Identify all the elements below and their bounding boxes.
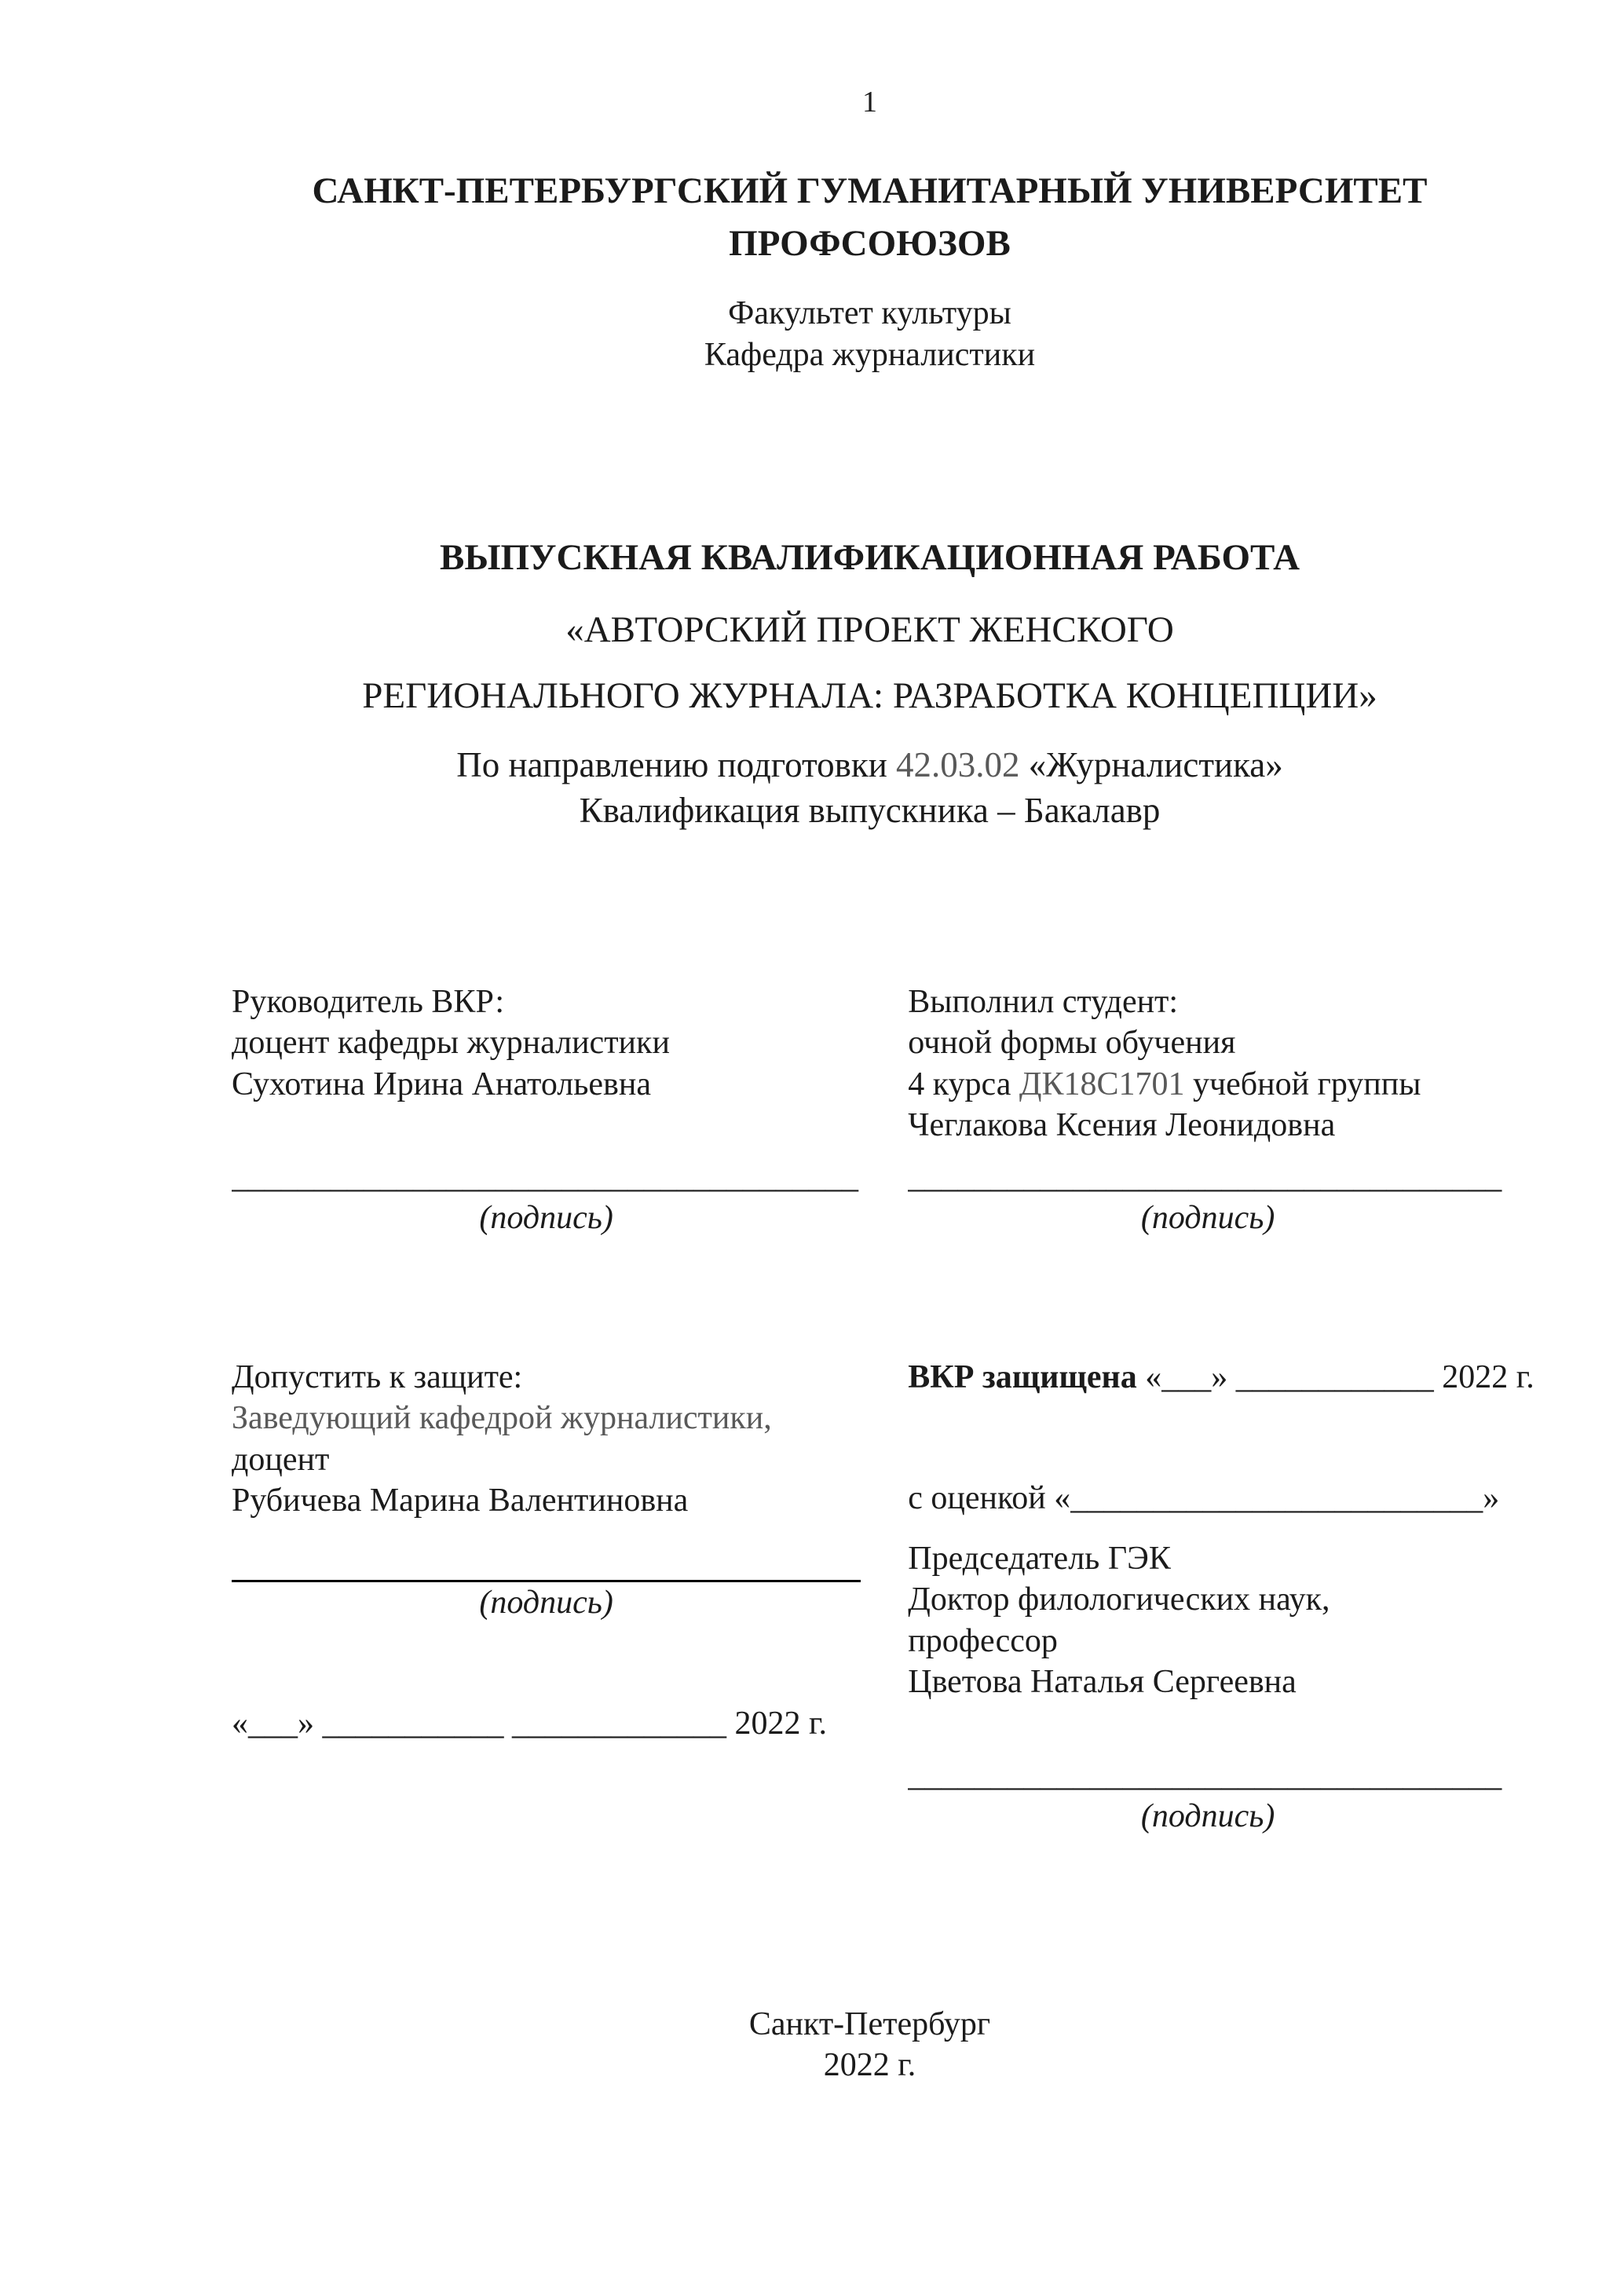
admission-signature-caption: (подпись) [479, 1584, 613, 1621]
university-name-line1: САНКТ-ПЕТЕРБУРГСКИЙ ГУМАНИТАРНЫЙ УНИВЕРСИТЕТ [312, 170, 1428, 211]
student-signature-area [908, 1157, 1508, 1239]
direction-code: 42.03.02 [896, 744, 1020, 784]
student-block [908, 982, 1508, 1239]
student-group-line [908, 1064, 1508, 1106]
signatures-row [232, 982, 1508, 1239]
supervisor-signature-line: ______________________________________ [232, 1158, 858, 1195]
thesis-title-line1: «АВТОРСКИЙ ПРОЕКТ ЖЕНСКОГО [565, 609, 1174, 651]
chair-title: Председатель ГЭК [908, 1540, 1171, 1577]
admission-block [232, 1357, 908, 1837]
student-group-prefix: 4 курса [908, 1066, 1019, 1102]
supervisor-block [232, 982, 908, 1239]
page-number: 1 [862, 86, 877, 119]
supervisor-role: Руководитель ВКР: [232, 983, 505, 1020]
approval-row [232, 1357, 1534, 1837]
direction-line [232, 742, 1508, 788]
grade-line: с оценкой «_________________________» [908, 1480, 1500, 1517]
supervisor-signature-area [232, 1157, 861, 1239]
university-name-line2: ПРОФСОЮЗОВ [729, 222, 1011, 264]
student-signature-line: ____________________________________ [908, 1158, 1502, 1195]
admission-date-line: «___» ___________ _____________ 2022 г. [232, 1706, 827, 1742]
qualification-line: Квалификация выпускника – Бакалавр [579, 791, 1161, 831]
student-signature-caption: (подпись) [1140, 1200, 1275, 1237]
chair-degree-line2: профессор [908, 1622, 1058, 1659]
chair-signature-caption: (подпись) [1140, 1798, 1275, 1835]
footer [232, 2004, 1508, 2086]
admission-name: Рубичева Марина Валентиновна [232, 1483, 689, 1519]
student-group-suffix: учебной группы [1184, 1066, 1421, 1102]
student-name: Чеглакова Ксения Леонидовна [908, 1107, 1336, 1144]
chair-name: Цветова Наталья Сергеевна [908, 1664, 1297, 1701]
chair-degree-line1: Доктор филологических наук, [908, 1581, 1330, 1618]
student-study-form: очной формы обучения [908, 1025, 1236, 1062]
footer-city: Санкт-Петербург [748, 2005, 991, 2042]
supervisor-signature-caption: (подпись) [479, 1200, 613, 1237]
faculty-line: Факультет культуры [728, 295, 1011, 332]
admission-position-line2: доцент [232, 1441, 330, 1478]
chair-signature-area [908, 1755, 1508, 1837]
work-type-heading: ВЫПУСКНАЯ КВАЛИФИКАЦИОННАЯ РАБОТА [439, 537, 1300, 579]
supervisor-position: доцент кафедры журналистики [232, 1025, 670, 1062]
student-role: Выполнил студент: [908, 983, 1179, 1020]
supervisor-name: Сухотина Ирина Анатольевна [232, 1066, 652, 1102]
defended-line [908, 1357, 1534, 1398]
admission-heading: Допустить к защите: [232, 1358, 523, 1395]
student-group-code: ДК18С1701 [1019, 1066, 1185, 1102]
department-line: Кафедра журналистики [704, 336, 1036, 373]
admission-position-line1: Заведующий кафедрой журналистики, [232, 1400, 772, 1437]
direction-prefix: По направлению подготовки [456, 744, 897, 784]
thesis-title-line2: РЕГИОНАЛЬНОГО ЖУРНАЛА: РАЗРАБОТКА КОНЦЕПЦИИ» [362, 675, 1377, 717]
direction-suffix: «Журналистика» [1019, 744, 1283, 784]
defense-block [908, 1357, 1534, 1837]
defended-rest: «___» ____________ 2022 г. [1136, 1358, 1534, 1395]
footer-year: 2022 г. [823, 2047, 916, 2084]
defended-label: ВКР защищена [908, 1358, 1137, 1395]
chair-signature-line: ____________________________________ [908, 1757, 1502, 1793]
